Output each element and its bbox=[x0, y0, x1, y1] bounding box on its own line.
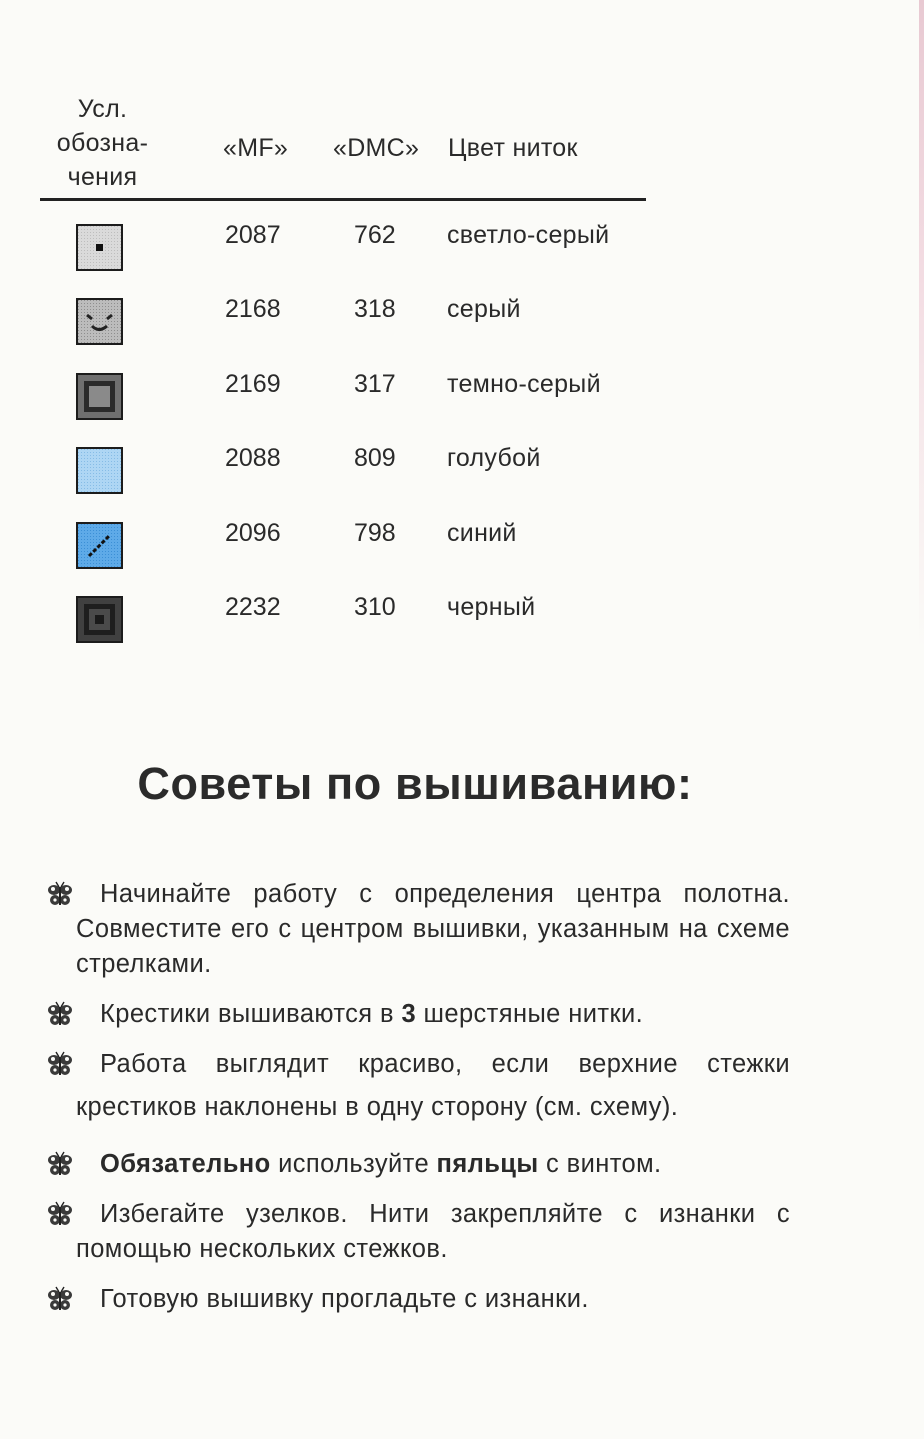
tip-text: Работа выглядит красиво, если верхние стежки bbox=[100, 1050, 790, 1078]
color-name: голубой bbox=[447, 444, 541, 473]
table-body bbox=[40, 201, 646, 647]
color-name: темно-серый bbox=[447, 369, 601, 398]
dmc-code: 798 bbox=[354, 518, 396, 547]
thread-key-table bbox=[40, 90, 646, 647]
butterfly-icon bbox=[46, 881, 74, 909]
tip-text: Начинайте работу с определения центра полотна. Совместите его с центром вышивки, указанным на схеме стрелками. bbox=[76, 880, 790, 978]
light-blue-symbol-icon bbox=[76, 447, 123, 494]
mf-code: 2232 bbox=[225, 592, 281, 621]
table-row bbox=[40, 201, 646, 275]
dmc-code: 317 bbox=[354, 369, 396, 398]
header-mf: «MF» bbox=[223, 134, 289, 162]
mf-code: 2096 bbox=[225, 518, 281, 547]
color-name: серый bbox=[447, 295, 521, 324]
tip-item bbox=[46, 1197, 790, 1267]
header-symbol-line: чения bbox=[67, 163, 138, 191]
tip-text: Готовую вышивку прогладьте с изнанки. bbox=[100, 1285, 589, 1313]
table-row bbox=[40, 275, 646, 349]
mf-code: 2168 bbox=[225, 295, 281, 324]
header-symbol-line: обозна- bbox=[56, 129, 149, 157]
mf-code: 2088 bbox=[225, 444, 281, 473]
butterfly-icon bbox=[46, 1286, 74, 1314]
dmc-code: 762 bbox=[354, 221, 396, 249]
mf-code: 2087 bbox=[225, 221, 281, 249]
color-name: синий bbox=[447, 518, 517, 547]
tip-item bbox=[46, 1147, 790, 1182]
butterfly-icon bbox=[46, 1201, 74, 1229]
butterfly-icon bbox=[46, 1001, 74, 1029]
tip-text: Крестики вышиваются в 3 шерстяные нитки. bbox=[100, 1000, 644, 1028]
blue-symbol-icon bbox=[76, 522, 123, 569]
header-symbol bbox=[40, 92, 165, 194]
dmc-code: 310 bbox=[354, 592, 396, 621]
color-name: черный bbox=[447, 592, 536, 621]
table-row bbox=[40, 573, 646, 647]
header-color: Цвет ниток bbox=[448, 134, 578, 162]
color-name: светло-серый bbox=[447, 221, 610, 249]
header-dmc: «DMC» bbox=[333, 134, 420, 162]
tip-item bbox=[46, 877, 790, 982]
gray-symbol-icon bbox=[76, 298, 123, 345]
table-row bbox=[40, 350, 646, 424]
butterfly-icon bbox=[46, 1151, 74, 1179]
table-header bbox=[40, 90, 646, 201]
dmc-code: 318 bbox=[354, 295, 396, 324]
tip-item bbox=[46, 997, 790, 1032]
black-symbol-icon bbox=[76, 596, 123, 643]
tips-title: Советы по вышиванию: bbox=[137, 758, 693, 809]
table-row bbox=[40, 499, 646, 573]
tip-text: Обязательно используйте пяльцы с винтом. bbox=[100, 1150, 662, 1178]
dark-gray-symbol-icon bbox=[76, 373, 123, 420]
tip-text: Избегайте узелков. Нити закрепляйте с изнанки с помощью нескольких стежков. bbox=[76, 1200, 790, 1263]
light-gray-symbol-icon bbox=[76, 224, 123, 271]
tip-text: крестиков наклонены в одну сторону (см. схему). bbox=[76, 1093, 679, 1121]
page-edge bbox=[919, 0, 924, 1439]
tip-item bbox=[46, 1282, 790, 1317]
butterfly-icon bbox=[46, 1051, 74, 1079]
dmc-code: 809 bbox=[354, 444, 396, 473]
tip-item bbox=[46, 1047, 790, 1125]
table-row bbox=[40, 424, 646, 498]
header-symbol-line: Усл. bbox=[77, 95, 128, 123]
mf-code: 2169 bbox=[225, 369, 281, 398]
